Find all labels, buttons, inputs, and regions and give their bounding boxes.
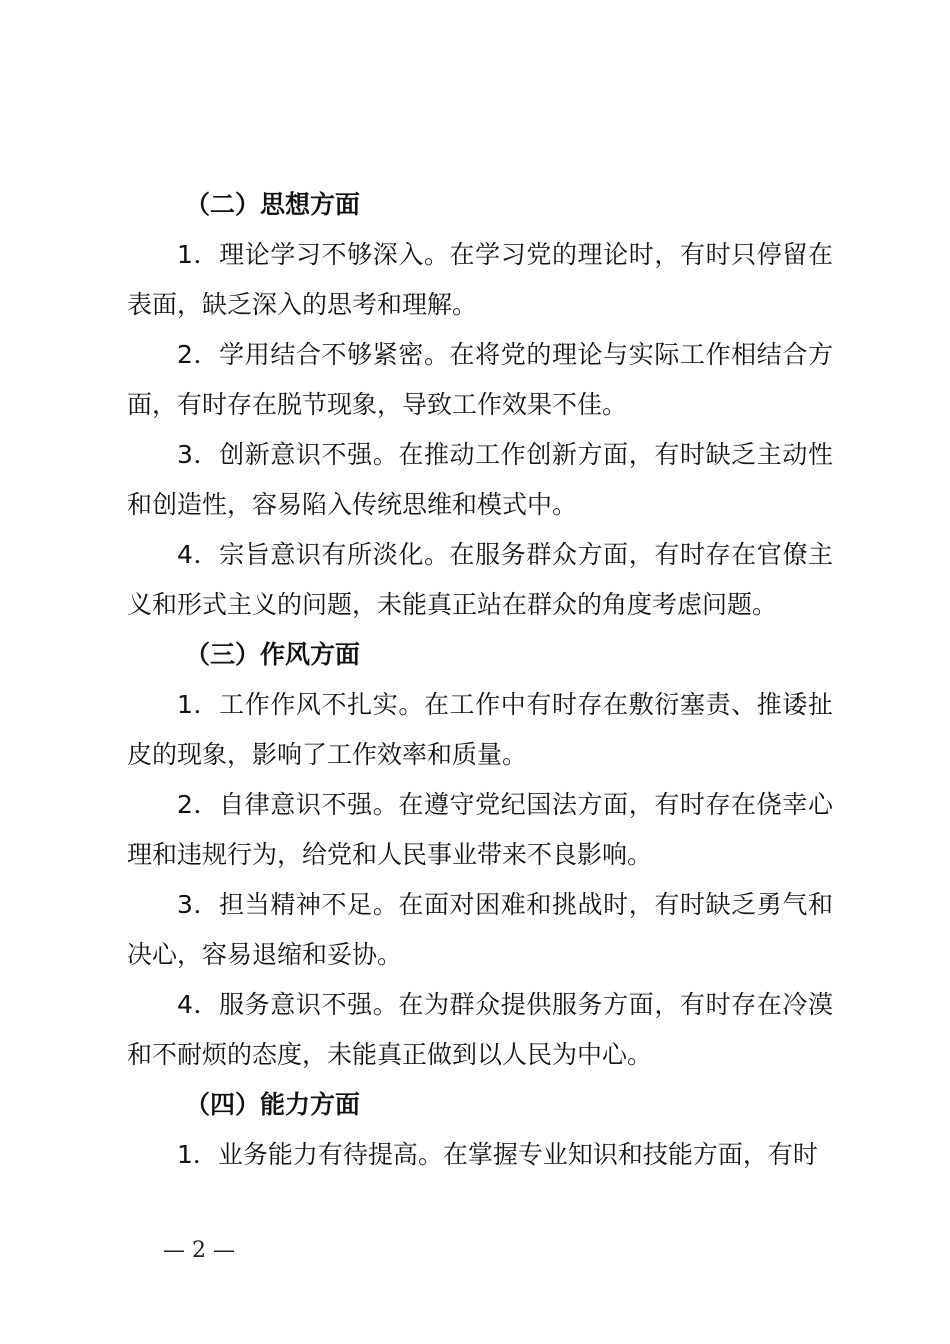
paragraph: 4．服务意识不强。在为群众提供服务方面，有时存在冷漠和不耐烦的态度，未能真正做到以人民为中心。 bbox=[127, 990, 833, 1069]
section-heading-ability: （四）能力方面 bbox=[185, 1090, 361, 1119]
paragraph: 2．学用结合不够紧密。在将党的理论与实际工作相结合方面，有时存在脱节现象，导致工作效果不佳。 bbox=[127, 340, 833, 419]
paragraph: 2．自律意识不强。在遵守党纪国法方面，有时存在侥幸心理和违规行为，给党和人民事业带来不良影响。 bbox=[127, 790, 833, 869]
section-heading-style: （三）作风方面 bbox=[185, 640, 361, 669]
paragraph: 3．担当精神不足。在面对困难和挑战时，有时缺乏勇气和决心，容易退缩和妥协。 bbox=[127, 890, 833, 969]
document-body bbox=[127, 180, 833, 1180]
paragraph: 4．宗旨意识有所淡化。在服务群众方面，有时存在官僚主义和形式主义的问题，未能真正站在群众的角度考虑问题。 bbox=[127, 540, 833, 619]
paragraph: 1．理论学习不够深入。在学习党的理论时，有时只停留在表面，缺乏深入的思考和理解。 bbox=[127, 240, 833, 319]
paragraph: 1．业务能力有待提高。在掌握专业知识和技能方面，有时 bbox=[177, 1140, 818, 1169]
paragraph: 1．工作作风不扎实。在工作中有时存在敷衍塞责、推诿扯皮的现象，影响了工作效率和质量。 bbox=[127, 690, 833, 769]
section-heading-thought: （二）思想方面 bbox=[185, 190, 361, 219]
paragraph: 3．创新意识不强。在推动工作创新方面，有时缺乏主动性和创造性，容易陷入传统思维和模式中。 bbox=[127, 440, 833, 519]
page-number: — 2 — bbox=[163, 1238, 235, 1263]
